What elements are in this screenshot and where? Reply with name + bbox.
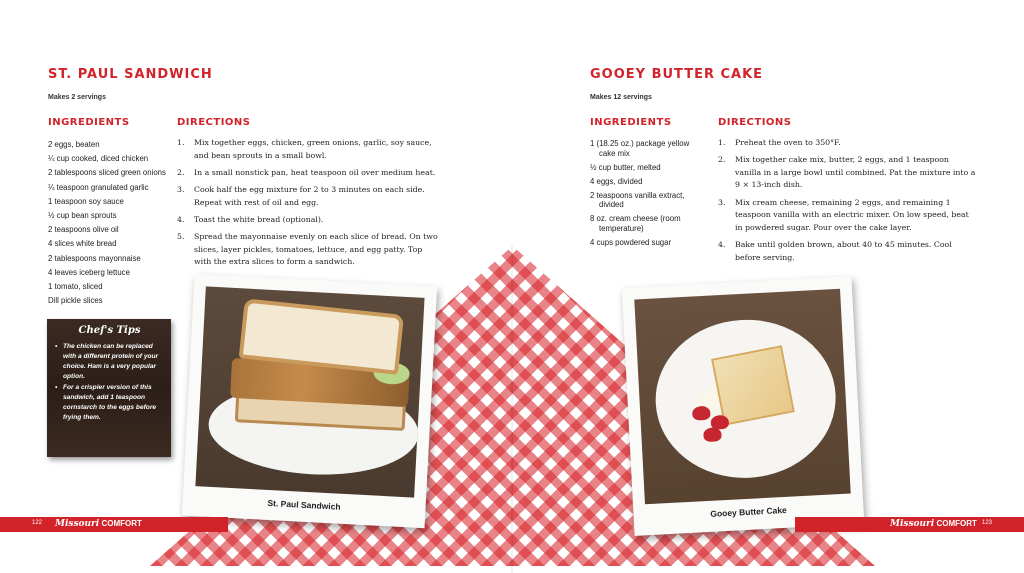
direction-step bbox=[177, 214, 439, 227]
cake-photo bbox=[634, 289, 850, 505]
ingredient-text-cont: temperature) bbox=[599, 223, 644, 233]
footer-brand-left bbox=[55, 519, 142, 529]
ingredient-item: 2 tablespoons sliced green onions bbox=[48, 168, 166, 178]
step-number: 5. bbox=[177, 231, 185, 241]
footer-brand-right bbox=[890, 519, 977, 529]
ingredient-item: 1 teaspoon soy sauce bbox=[48, 196, 124, 206]
page-spine bbox=[511, 246, 513, 573]
brand-script-text: Missouri bbox=[890, 519, 935, 529]
ingredient-text: ½ cup butter, melted bbox=[590, 162, 661, 172]
direction-step bbox=[718, 239, 976, 264]
ingredient-item: ¼ cup cooked, diced chicken bbox=[48, 154, 149, 164]
ingredient-text: 8 oz. cream cheese (room bbox=[590, 214, 681, 223]
direction-step bbox=[718, 137, 976, 150]
recipe-title-left: ST. PAUL SANDWICH bbox=[48, 67, 213, 82]
directions-list-left bbox=[177, 137, 439, 273]
directions-list-right bbox=[718, 137, 976, 269]
step-number: 4. bbox=[177, 214, 185, 224]
step-number: 2. bbox=[177, 167, 185, 177]
ingredient-item bbox=[590, 214, 710, 233]
photo-caption-sandwich: St. Paul Sandwich bbox=[267, 497, 341, 512]
step-text: Mix together eggs, chicken, green onions, garlic, soy sauce, and bean sprouts in a small bowl. bbox=[194, 138, 432, 160]
ingredient-item: 2 eggs, beaten bbox=[48, 140, 100, 149]
direction-step bbox=[177, 167, 439, 180]
step-number: 1. bbox=[718, 138, 726, 147]
servings-left: Makes 2 servings bbox=[48, 94, 106, 101]
step-number: 2. bbox=[718, 155, 726, 165]
direction-step bbox=[177, 184, 439, 209]
ingredient-item: 4 leaves iceberg lettuce bbox=[48, 267, 130, 277]
ingredient-text: 2 teaspoons vanilla extract, bbox=[590, 190, 685, 200]
ingredient-item bbox=[590, 139, 710, 158]
ingredient-item: Dill pickle slices bbox=[48, 296, 103, 306]
recipe-title-right: GOOEY BUTTER CAKE bbox=[590, 67, 764, 82]
strawberry-shape bbox=[703, 427, 722, 442]
chefs-tips-box bbox=[47, 319, 171, 457]
directions-heading-right: DIRECTIONS bbox=[718, 117, 792, 128]
page-number-left: 122 bbox=[32, 520, 43, 526]
ingredient-item bbox=[590, 177, 710, 187]
step-text: Spread the mayonnaise evenly on each slice of bread. On two slices, layer pickles, tomatoes, lettuce, and egg patty. Top with the extra slices to form a sandwich. bbox=[194, 231, 438, 267]
photo-card-sandwich bbox=[182, 274, 437, 528]
step-text: Mix together cake mix, butter, 2 eggs, and 1 teaspoon vanilla in a large bowl until combined. Pat the mixture into a 9 × 13-inch dish. bbox=[735, 155, 976, 190]
step-text: Toast the white bread (optional). bbox=[194, 214, 324, 224]
ingredient-item: ½ cup bean sprouts bbox=[48, 211, 117, 221]
ingredient-item: ¼ teaspoon granulated garlic bbox=[48, 182, 149, 192]
ingredient-item: 4 slices white bread bbox=[48, 239, 117, 249]
step-text: Preheat the oven to 350°F. bbox=[735, 138, 841, 147]
ingredients-list-left bbox=[48, 138, 174, 308]
ingredient-text-cont: cake mix bbox=[599, 148, 630, 158]
ingredient-item bbox=[590, 238, 710, 248]
ingredients-heading-right: INGREDIENTS bbox=[590, 117, 672, 128]
step-text: In a small nonstick pan, heat teaspoon oil over medium heat. bbox=[194, 167, 436, 177]
brand-script-text: Missouri bbox=[55, 519, 100, 529]
brand-word-text: COMFORT bbox=[936, 519, 977, 528]
ingredient-text: 4 eggs, divided bbox=[590, 176, 643, 186]
direction-step bbox=[718, 197, 976, 235]
ingredient-item bbox=[590, 191, 710, 210]
directions-heading-left: DIRECTIONS bbox=[177, 117, 251, 128]
ingredients-heading-left: INGREDIENTS bbox=[48, 117, 130, 128]
direction-step bbox=[177, 137, 439, 162]
step-number: 3. bbox=[177, 184, 185, 194]
ingredient-text: 4 cups powdered sugar bbox=[590, 237, 672, 247]
ingredient-item: 1 tomato, sliced bbox=[48, 282, 103, 292]
page-number-right: 123 bbox=[982, 520, 993, 526]
ingredient-item: 2 tablespoons mayonnaise bbox=[48, 253, 141, 263]
photo-caption-cake: Gooey Butter Cake bbox=[710, 504, 788, 519]
photo-card-cake bbox=[622, 276, 865, 536]
sandwich-photo bbox=[195, 286, 424, 497]
tip-item: • For a crispier version of this sandwich, add 1 teaspoon cornstarch to the eggs before frying them. bbox=[54, 383, 165, 423]
ingredient-item bbox=[590, 163, 710, 173]
servings-right: Makes 12 servings bbox=[590, 94, 652, 101]
step-number: 4. bbox=[718, 239, 726, 249]
cake-slice-shape bbox=[711, 345, 795, 425]
step-text: Bake until golden brown, about 40 to 45 minutes. Cool before serving. bbox=[735, 239, 952, 262]
chefs-tips-title: Chef's Tips bbox=[78, 325, 141, 336]
step-text: Mix cream cheese, remaining 2 eggs, and remaining 1 teaspoon vanilla with an electric mixer. On low speed, beat in powdered sugar. Pour over the cake layer. bbox=[735, 197, 969, 232]
step-number: 1. bbox=[177, 138, 185, 147]
direction-step bbox=[718, 154, 976, 192]
ingredient-text: 1 (18.25 oz.) package yellow bbox=[590, 139, 690, 148]
ingredient-text-cont: divided bbox=[599, 200, 624, 209]
chefs-tips-list bbox=[54, 342, 165, 423]
step-text: Cook half the egg mixture for 2 to 3 minutes on each side. Repeat with rest of oil and egg. bbox=[194, 184, 425, 207]
step-number: 3. bbox=[718, 197, 726, 207]
direction-step bbox=[177, 231, 439, 269]
tip-item: • The chicken can be replaced with a different protein of your choice. Ham is a very popular option. bbox=[54, 342, 165, 382]
ingredient-item: 2 teaspoons olive oil bbox=[48, 225, 119, 235]
brand-word-text: COMFORT bbox=[101, 519, 142, 528]
ingredients-list-right bbox=[590, 139, 710, 252]
strawberry-shape bbox=[692, 406, 711, 421]
